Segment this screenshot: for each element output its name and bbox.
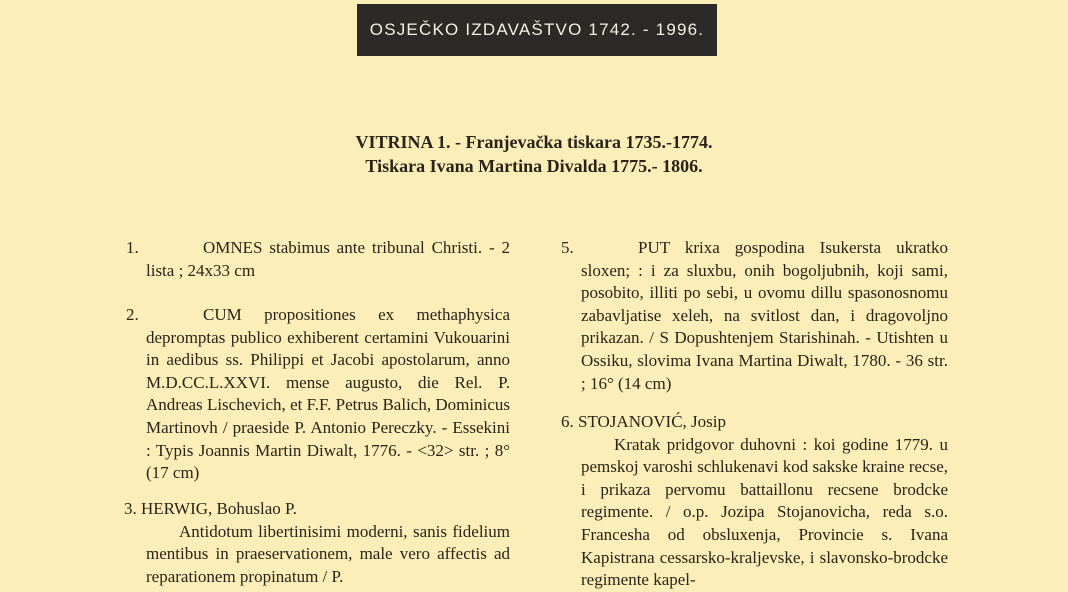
entry-author: HERWIG, Bohuslao P. bbox=[141, 499, 297, 518]
entry-number: 1. bbox=[126, 238, 139, 257]
exhibit-subtitle: Tiskara Ivana Martina Divalda 1775.- 1806. bbox=[365, 156, 703, 176]
entry-number: 5. bbox=[561, 238, 574, 257]
entry-heading bbox=[561, 411, 948, 434]
catalog-entry-6 bbox=[561, 411, 948, 592]
entry-text: PUT krixa gospodina Isukersta ukratko sloxen; : i za sluxbu, onih bogoljubnih, koji sami, posobito, illiti po sebi, u ovomu dillu spasonosnomu zabavljatise xeleh, na svitlost dan, i dragovoljno prikazan. / S Dopushtenjem Starishinah. - Utishten u Ossiku, slovima Ivana Martina Diwalt, 1780. - 36 str. ; 16° (14 cm) bbox=[581, 238, 948, 393]
entry-author: STOJANOVIĆ, Josip bbox=[578, 412, 726, 431]
catalog-entry-2 bbox=[126, 304, 510, 485]
entry-text: OMNES stabimus ante tribunal Christi. - 2 lista ; 24x33 cm bbox=[146, 238, 510, 280]
entry-number: 3. bbox=[124, 499, 137, 518]
entry-number: 2. bbox=[126, 305, 139, 324]
entry-text: Kratak pridgovor duhovni : koi godine 1779. u pemskoj varoshi schlukenavi kod sakske kraine recse, i prikaza pervomu battaillonu recsene brodcke regimente. / o.p. Jozipa Stojanovicha, reda s.o. Francesha od obsluxenja, Provincie s. Ivana Kapistrana cessarsko-kraljevske, i slavonsko-brodcke regimente kapel- bbox=[581, 434, 948, 590]
entry-heading bbox=[124, 498, 510, 521]
catalog-entry-1 bbox=[126, 237, 510, 282]
catalog-entry-5 bbox=[561, 237, 948, 395]
banner-title: OSJEČKO IZDAVAŠTVO 1742. - 1996. bbox=[357, 4, 717, 56]
entry-number: 6. bbox=[561, 412, 574, 431]
entry-text: Antidotum libertinisimi moderni, sanis fidelium mentibus in praeservationem, male vero affectis ad reparationem propinatum / P. bbox=[146, 521, 510, 586]
entry-text: CUM propositiones ex methaphysica depromptas publico exhiberent certamini Vukouarini in aedibus ss. Philippi et Jacobi apostolarum, anno M.D.CC.L.XXVI. mense augusto, die Rel. P. Andreas Lischevich, et F.F. Petrus Balich, Dominicus Martinovh / praeside P. Antonio Pereczky. - Essekini : Typis Joannis Martin Diwalt, 1776. - <32> str. ; 8° (17 cm) bbox=[146, 305, 510, 483]
exhibit-title: VITRINA 1. - Franjevačka tiskara 1735.-1774. bbox=[355, 132, 713, 152]
catalog-entry-3 bbox=[124, 498, 510, 588]
